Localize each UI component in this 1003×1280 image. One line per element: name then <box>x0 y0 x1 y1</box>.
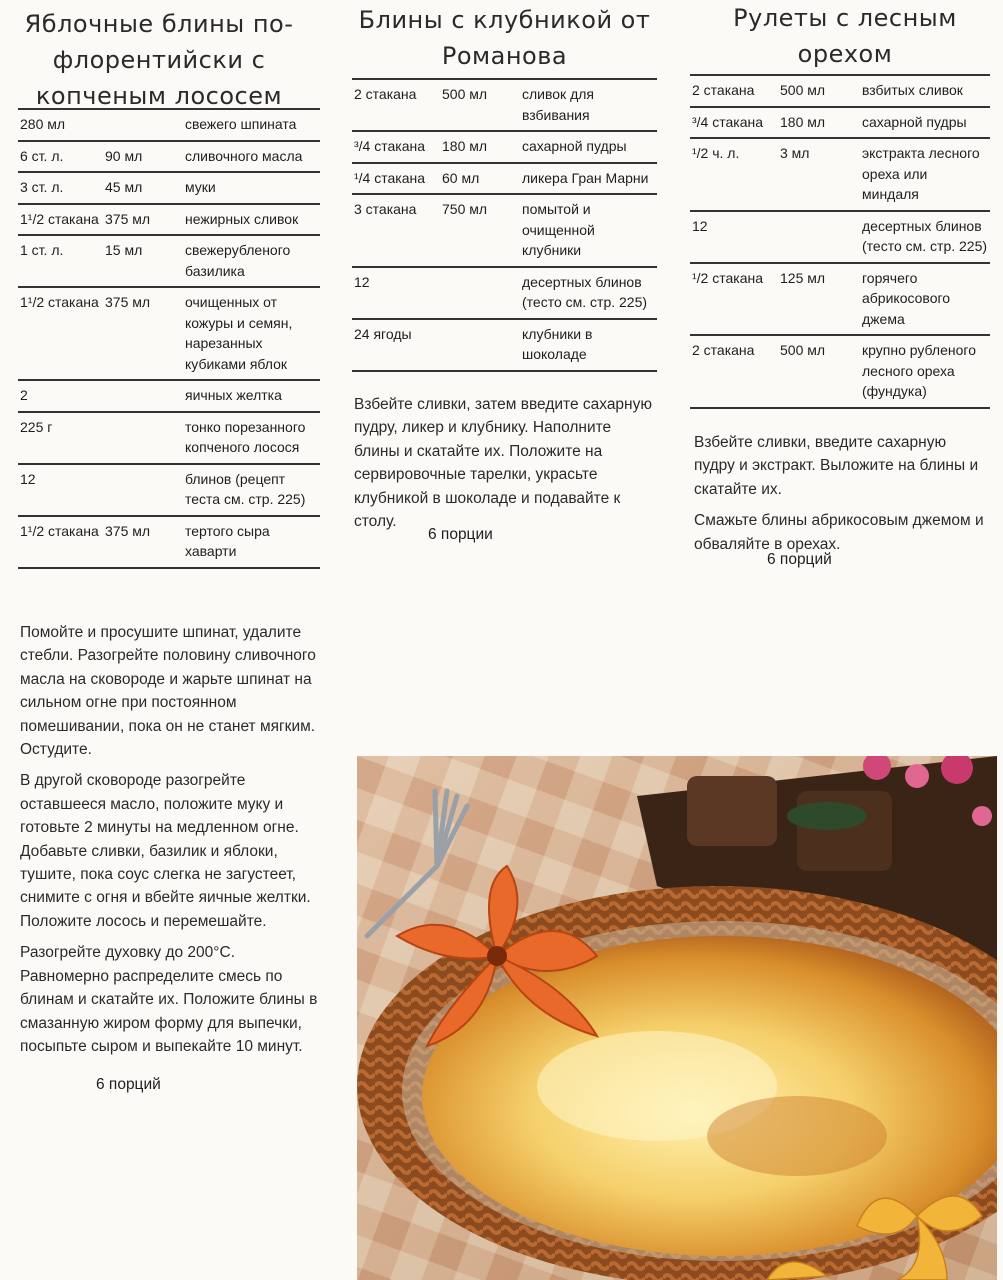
recipe-column-1 <box>18 0 320 1093</box>
method-paragraph: В другой сковороде разогрейте оставшееся масло, положите муку и готовьте 2 минуты на медленном огне. Добавьте сливки, базилик и яблоки, тушите, пока соус слегка не загустеет, снимите с огня и вбейте яичные желтки. Положите лосось и перемешайте. <box>20 772 311 930</box>
ingredient-row <box>18 381 320 413</box>
servings: 6 порций <box>96 1076 161 1093</box>
ingredient-row <box>18 205 320 237</box>
ingredient-us-qty: ¹/2 ч. л. <box>692 145 740 161</box>
ingredient-row <box>690 139 990 212</box>
ingredient-name: сахарной пудры <box>522 138 627 154</box>
ingredient-us-qty: 1¹/2 стакана <box>20 522 99 539</box>
ingredient-row <box>352 80 657 132</box>
ingredient-row <box>18 110 320 142</box>
ingredient-metric-qty: 3 мл <box>780 145 810 161</box>
ingredient-name: десертных блинов (тесто см. стр. 225) <box>522 273 648 310</box>
ingredient-name: очищенных от кожуры и семян, нарезанных кубиками яблок <box>185 294 293 372</box>
ingredient-name: сливок для взбивания <box>522 86 594 123</box>
ingredient-metric-qty: 375 мл <box>105 210 151 227</box>
ingredient-row <box>352 320 657 372</box>
ingredient-name: крупно рубленого лесного ореха (фундука) <box>862 342 976 399</box>
ingredient-row <box>18 288 320 381</box>
ingredient-metric-qty: 500 мл <box>442 86 488 102</box>
ingredient-metric-qty <box>442 324 522 365</box>
ingredient-us-qty: 2 стакана <box>692 342 755 358</box>
ingredient-metric-qty <box>105 114 185 135</box>
ingredient-name: тонко порезанного копченого лосося <box>185 418 306 455</box>
ingredient-us-qty: 24 ягоды <box>354 325 412 342</box>
ingredient-us-qty: 1 ст. л. <box>20 242 64 258</box>
ingredient-us-qty: 225 г <box>20 418 53 435</box>
ingredient-us-qty: 12 <box>692 217 708 234</box>
recipe-column-3 <box>690 0 990 568</box>
ingredient-row <box>18 173 320 205</box>
recipe-title: Рулеты с лесным орехом <box>733 4 957 68</box>
ingredient-metric-qty: 500 мл <box>780 342 826 358</box>
recipe-title: Яблочные блины по-флорентийски с копченым лососем <box>24 10 294 110</box>
ingredient-us-qty: 1¹/2 стакана <box>20 294 99 310</box>
ingredient-metric-qty: 60 мл <box>442 169 480 186</box>
servings: 6 порции <box>428 526 493 543</box>
ingredient-name: ликера Гран Марни <box>522 169 649 186</box>
method-paragraph: Помойте и просушите шпинат, удалите стебли. Разогрейте половину сливочного масла на сковороде и жарьте шпинат на сильном огне при постоянном помешивании, пока он не станет мягким. Остудите. <box>20 624 316 759</box>
ingredient-table <box>18 108 320 569</box>
ingredient-us-qty: 2 стакана <box>354 86 417 102</box>
ingredient-row <box>690 264 990 337</box>
ingredient-metric-qty <box>442 272 522 313</box>
ingredient-us-qty: 2 стакана <box>692 82 755 98</box>
ingredient-us-qty: 3 стакана <box>354 201 417 217</box>
ingredient-metric-qty: 375 мл <box>105 294 151 310</box>
ingredient-metric-qty: 375 мл <box>105 522 151 539</box>
ingredient-row <box>690 76 990 108</box>
ingredient-us-qty: ¹/2 стакана <box>692 269 764 286</box>
ingredient-metric-qty: 90 мл <box>105 147 143 164</box>
recipe-column-2 <box>352 0 657 543</box>
ingredient-metric-qty <box>105 417 185 458</box>
ingredient-us-qty: ³/4 стакана <box>354 138 426 154</box>
ingredient-name: экстракта лесного ореха или миндаля <box>862 145 980 202</box>
ingredient-name: свежего шпината <box>185 116 297 132</box>
ingredient-row <box>352 268 657 320</box>
ingredient-name: тертого сыра хаварти <box>185 522 270 559</box>
ingredient-metric-qty: 125 мл <box>780 269 826 286</box>
ingredient-us-qty: 12 <box>20 470 36 487</box>
ingredient-row <box>18 142 320 174</box>
ingredient-row <box>18 465 320 517</box>
ingredient-row <box>18 413 320 465</box>
recipe-title: Блины с клубникой от Романова <box>358 6 651 70</box>
ingredient-us-qty: 1¹/2 стакана <box>20 210 99 227</box>
ingredient-name: помытой и очищенной клубники <box>522 201 595 258</box>
ingredient-metric-qty <box>105 469 185 510</box>
ingredient-name: клубники в шоколаде <box>522 325 593 362</box>
ingredient-metric-qty: 180 мл <box>780 113 826 130</box>
recipe-method <box>694 431 990 564</box>
ingredient-name: сахарной пудры <box>862 113 967 130</box>
method-paragraph: Взбейте сливки, введите сахарную пудру и экстракт. Выложите на блины и скатайте их. <box>694 434 979 498</box>
ingredient-name: нежирных сливок <box>185 210 299 227</box>
ingredient-us-qty: 3 ст. л. <box>20 179 64 195</box>
ingredient-metric-qty <box>105 385 185 406</box>
ingredient-us-qty: ¹/4 стакана <box>354 169 426 186</box>
ingredient-table <box>690 74 990 409</box>
ingredient-us-qty: 6 ст. л. <box>20 147 64 164</box>
ingredient-name: муки <box>185 179 216 195</box>
ingredient-metric-qty <box>780 216 862 257</box>
ingredient-metric-qty: 180 мл <box>442 138 488 154</box>
ingredient-row <box>18 517 320 569</box>
ingredient-us-qty: 12 <box>354 273 370 290</box>
ingredient-row <box>352 132 657 164</box>
ingredient-name: яичных желтка <box>185 387 282 403</box>
ingredient-us-qty: 280 мл <box>20 116 66 132</box>
method-paragraph: Взбейте сливки, затем введите сахарную пудру, ликер и клубнику. Наполните блины и скатайте их. Положите на сервировочные тарелки, украсьте клубникой в шоколаде и подавайте к столу. <box>354 396 652 531</box>
ingredient-row <box>690 212 990 264</box>
ingredient-row <box>352 164 657 196</box>
ingredient-name: горячего абрикосового джема <box>862 269 951 327</box>
ingredient-us-qty: ³/4 стакана <box>692 113 764 130</box>
ingredient-metric-qty: 750 мл <box>442 201 488 217</box>
method-paragraph: Разогрейте духовку до 200°С. Равномерно распределите смесь по блинам и скатайте их. Положите блины в смазанную жиром форму для выпечки, посыпьте сыром и выпекайте 10 минут. <box>20 944 318 1055</box>
ingredient-metric-qty: 500 мл <box>780 82 826 98</box>
method-paragraph: Смажьте блины абрикосовым джемом и обваляйте в орехах. <box>694 512 984 553</box>
ingredient-row <box>690 336 990 409</box>
ingredient-name: свежерубленого базилика <box>185 242 291 279</box>
recipe-method <box>20 621 320 1066</box>
ingredient-metric-qty: 45 мл <box>105 179 143 195</box>
ingredient-name: десертных блинов (тесто см. стр. 225) <box>862 217 988 254</box>
ingredient-us-qty: 2 <box>20 387 28 403</box>
ingredient-metric-qty: 15 мл <box>105 242 143 258</box>
ingredient-name: сливочного масла <box>185 147 303 164</box>
servings: 6 порций <box>767 551 832 568</box>
ingredient-row <box>352 195 657 268</box>
ingredient-name: блинов (рецепт теста см. стр. 225) <box>185 470 306 507</box>
ingredient-table <box>352 78 657 372</box>
recipe-method <box>354 393 654 541</box>
ingredient-row <box>690 108 990 140</box>
food-photo <box>357 756 997 1280</box>
ingredient-name: взбитых сливок <box>862 82 963 98</box>
ingredient-row <box>18 236 320 288</box>
